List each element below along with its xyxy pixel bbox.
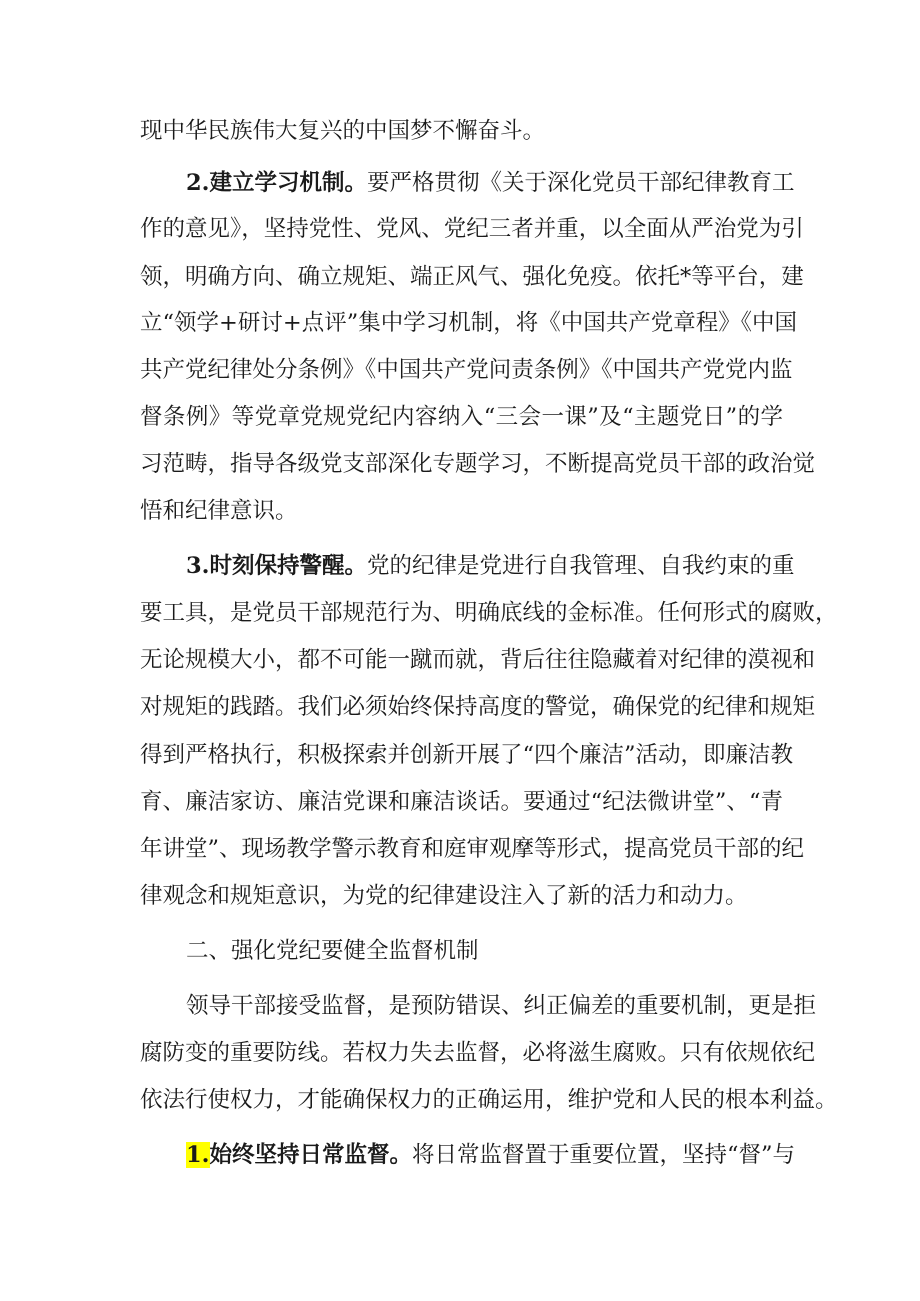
text-run: 党的纪律是党进行自我管理、自我约束的重 — [367, 553, 795, 579]
text-run: 要工具，是党员干部规范行为、明确底线的金标准。任何形式的腐败， — [140, 600, 838, 626]
paragraph-line — [140, 881, 783, 911]
paragraph-line — [186, 1140, 796, 1170]
item-number: 2 — [186, 170, 202, 196]
paragraph-line — [140, 308, 797, 338]
paragraph-line — [186, 991, 817, 1021]
text-run: 习范畴，指导各级党支部深化专题学习，不断提高党员干部的政治觉 — [140, 451, 816, 477]
paragraph-line — [140, 645, 816, 675]
paragraph-line — [140, 116, 783, 146]
text-run: 无论规模大小，都不可能一蹴而就，背后往往隐藏着对纪律的漠视和 — [140, 647, 816, 673]
item-number-highlighted: 1. — [186, 1142, 210, 1168]
paragraph-line — [140, 449, 816, 479]
section-heading: 二、强化党纪要健全监督机制 — [186, 938, 479, 964]
text-run: 共产党纪律处分条例》《中国共产党问责条例》《中国共产党党内监 — [140, 357, 793, 383]
paragraph-line — [140, 740, 794, 770]
paragraph-line — [186, 551, 795, 581]
text-run: 年讲堂”、现场教学警示教育和庭审观摩等形式，提高党员干部的纪 — [140, 836, 805, 862]
paragraph-line — [140, 262, 804, 292]
paragraph-line — [140, 1038, 816, 1068]
item-title: .建立学习机制。 — [201, 170, 367, 196]
paragraph-line — [140, 834, 805, 864]
text-run: 现中华民族伟大复兴的中国梦不懈奋斗。 — [140, 118, 546, 144]
text-run: 领导干部接受监督，是预防错误、纠正偏差的重要机制，更是拒 — [186, 993, 817, 1019]
item-title: 始终坚持日常监督。 — [209, 1142, 413, 1168]
paragraph-line — [140, 692, 816, 722]
paragraph-line — [140, 355, 793, 385]
item-title: .时刻保持警醒。 — [201, 553, 367, 579]
paragraph-line — [140, 214, 804, 244]
paragraph-line — [140, 787, 783, 817]
paragraph-line — [140, 402, 783, 432]
text-run: 要严格贯彻《关于深化党员干部纪律教育工 — [367, 170, 795, 196]
text-run: 对规矩的践踏。我们必须始终保持高度的警觉，确保党的纪律和规矩 — [140, 694, 816, 720]
text-run: 悟和纪律意识。 — [140, 498, 298, 524]
text-run: 得到严格执行，积极探索并创新开展了“四个廉洁”活动，即廉洁教 — [140, 742, 794, 768]
text-run: 领，明确方向、确立规矩、端正风气、强化免疫。依托*等平台，建 — [140, 264, 804, 290]
paragraph-line — [140, 598, 838, 628]
text-run: 将日常监督置于重要位置，坚持“督”与 — [412, 1142, 796, 1168]
item-number: 3 — [186, 553, 202, 579]
text-run: 育、廉洁家访、廉洁党课和廉洁谈话。要通过“纪法微讲堂”、“青 — [140, 789, 783, 815]
paragraph-line — [186, 168, 795, 198]
text-run: 律观念和规矩意识，为党的纪律建设注入了新的活力和动力。 — [140, 883, 748, 909]
text-run: 督条例》等党章党规党纪内容纳入“三会一课”及“主题党日”的学 — [140, 404, 783, 430]
text-run: 立“领学+研讨+点评”集中学习机制，将《中国共产党章程》《中国 — [140, 310, 797, 336]
text-run: 腐防变的重要防线。若权力失去监督，必将滋生腐败。只有依规依纪 — [140, 1040, 816, 1066]
text-run: 依法行使权力，才能确保权力的正确运用，维护党和人民的根本利益。 — [140, 1087, 838, 1113]
paragraph-line — [140, 496, 783, 526]
text-run: 作的意见》，坚持党性、党风、党纪三者并重，以全面从严治党为引 — [140, 216, 804, 242]
paragraph-line — [140, 1085, 838, 1115]
